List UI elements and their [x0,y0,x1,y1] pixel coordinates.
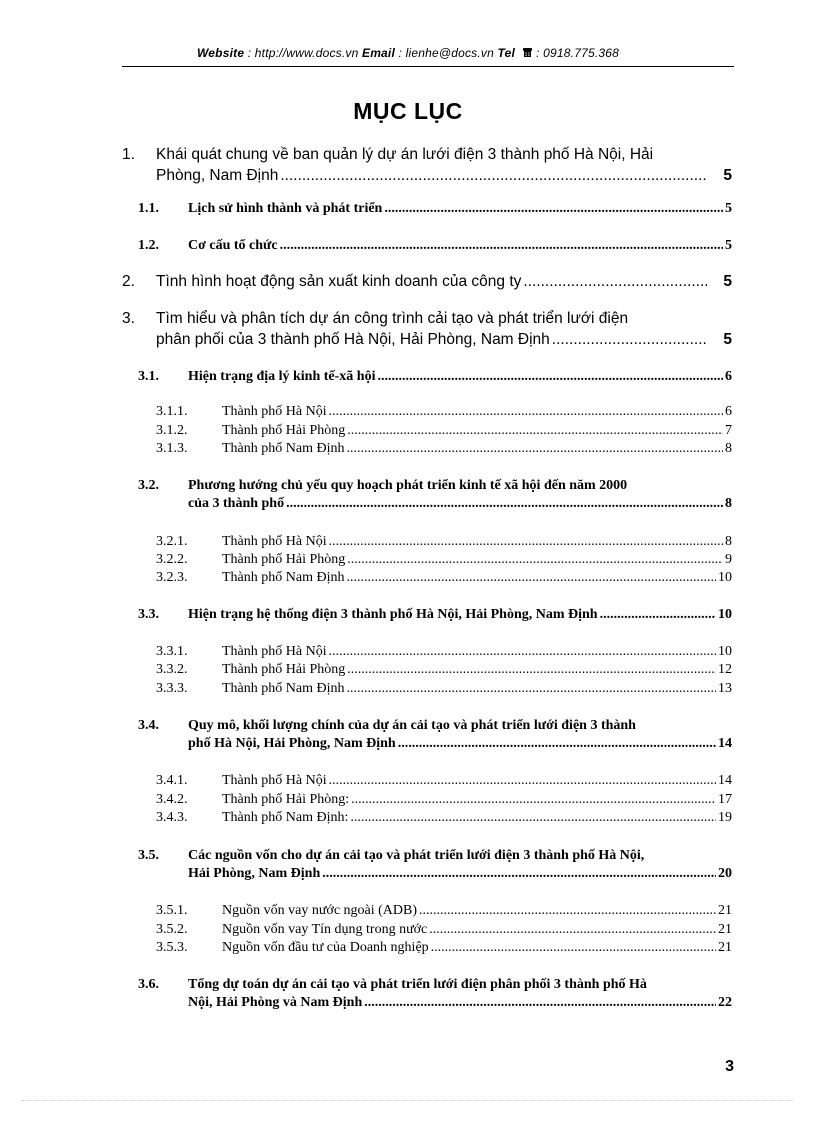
toc-number: 3.4. [138,718,159,733]
toc-number: 3.1.1. [156,404,188,419]
toc-text: Lịch sử hình thành và phát triển [188,201,383,216]
toc-page: 13 [718,681,732,696]
toc-text: Hiện trạng hệ thống điện 3 thành phố Hà Nội, Hải Phòng, Nam Định [188,607,598,622]
page-header [0,46,816,61]
toc-page: 21 [718,922,732,937]
toc-text: Tình hình hoạt động sản xuất kinh doanh của công ty [156,273,522,290]
toc-text: Thành phố Nam Định [222,681,345,696]
page-title: MỤC LỤC [353,98,463,124]
toc-page: 5 [725,238,732,253]
toc-page: 20 [718,866,732,881]
toc-text: Thành phố Nam Định [222,570,345,585]
tel-value: : 0918.775.368 [532,46,619,60]
toc-number: 1.2. [138,238,159,253]
toc-page: 21 [718,903,732,918]
toc-text: Hiện trạng địa lý kinh tế-xã hội [188,369,376,384]
website-label: Website [197,46,245,60]
toc-page: 7 [725,423,732,438]
toc-number: 1.1. [138,201,159,216]
toc-page: 5 [723,331,732,348]
tel-label: Tel [497,46,516,60]
toc-number: 3.3.3. [156,681,188,696]
email-label: Email [361,46,395,60]
toc-number: 3.5.3. [156,940,188,955]
toc-text: Phòng, Nam Định [156,167,279,184]
toc-number: 3.3.2. [156,662,188,677]
toc-page: 9 [725,552,732,567]
toc-text: Hải Phòng, Nam Định [188,866,321,881]
toc-text: Nội, Hải Phòng và Nam Định [188,995,363,1010]
toc-text: Các nguồn vốn cho dự án cải tạo và phát triển lưới điện 3 thành phố Hà Nội, [188,848,645,863]
phone-icon [522,47,533,61]
toc-number: 3.5.1. [156,903,188,918]
toc-text: Thành phố Hà Nội [222,773,327,788]
toc-page: 10 [718,570,732,585]
toc-text: Thành phố Nam Định: [222,810,349,825]
toc-number: 3.2.2. [156,552,188,567]
toc-text: Cơ cấu tổ chức [188,238,278,253]
footer-divider [22,1100,794,1101]
toc-text: Tổng dự toán dự án cải tạo và phát triển lưới điện phân phối 3 thành phố Hà [188,977,647,992]
toc-number: 3.3. [138,607,159,622]
toc-number: 3.4.3. [156,810,188,825]
toc-number: 3.5.2. [156,922,188,937]
toc-text: Thành phố Hà Nội [222,404,327,419]
toc-number: 3.1.3. [156,441,188,456]
toc-page: 6 [725,404,732,419]
toc-page: 8 [725,496,732,511]
toc-text: Thành phố Hà Nội [222,534,327,549]
toc-number: 3.6. [138,977,159,992]
email-value[interactable]: : lienhe@docs.vn [395,46,498,60]
toc-number: 3.4.2. [156,792,188,807]
toc-text: Tìm hiểu và phân tích dự án công trình cải tạo và phát triển lưới điện [156,310,629,327]
toc-text: phố Hà Nội, Hải Phòng, Nam Định [188,736,396,751]
toc-text: Phương hướng chủ yếu quy hoạch phát triển kinh tế xã hội đến năm 2000 [188,478,628,493]
toc-page: 8 [725,441,732,456]
toc-text: Thành phố Nam Định [222,441,345,456]
toc-text: Thành phố Hải Phòng: [222,792,350,807]
toc-text: Thành phố Hải Phòng [222,423,346,438]
toc-text: Thành phố Hải Phòng [222,662,346,677]
toc-page: 10 [718,607,732,622]
toc-page: 19 [718,810,732,825]
toc-page: 22 [718,995,732,1010]
toc-text: Nguồn vốn đầu tư của Doanh nghiệp [222,940,429,955]
toc-page: 17 [718,792,732,807]
toc-text: Thành phố Hải Phòng [222,552,346,567]
toc-page: 14 [718,736,732,751]
toc-number: 3.2.3. [156,570,188,585]
header-divider [122,66,734,67]
toc-page: 5 [723,273,732,290]
toc-page: 6 [725,369,732,384]
toc-text: của 3 thành phố [188,496,285,511]
toc-number: 3.5. [138,848,159,863]
toc-text: Quy mô, khối lượng chính của dự án cải tạo và phát triển lưới điện 3 thành [188,718,636,733]
website-value[interactable]: : http://www.docs.vn [244,46,362,60]
toc-number: 3.1. [138,369,159,384]
toc-page: 10 [718,644,732,659]
toc-page: 5 [725,201,732,216]
toc-text: phân phối của 3 thành phố Hà Nội, Hải Phòng, Nam Định [156,331,550,348]
toc-text: Nguồn vốn vay Tín dụng trong nước [222,922,428,937]
toc-number: 3.1.2. [156,423,188,438]
toc-number: 3.2.1. [156,534,188,549]
toc-number: 3.3.1. [156,644,188,659]
toc-page: 5 [723,167,732,184]
toc-number: 3.4.1. [156,773,188,788]
toc-page: 14 [718,773,732,788]
toc-number: 2. [122,273,135,290]
toc-text: Khái quát chung về ban quản lý dự án lưới điện 3 thành phố Hà Nội, Hải [156,146,654,163]
toc-number: 1. [122,146,135,163]
toc-text: Nguồn vốn vay nước ngoài (ADB) [222,903,418,918]
toc-page: 12 [718,662,732,677]
toc-number: 3.2. [138,478,159,493]
toc-number: 3. [122,310,135,327]
toc-page: 8 [725,534,732,549]
toc-page: 21 [718,940,732,955]
page-number: 3 [725,1058,734,1075]
toc-text: Thành phố Hà Nội [222,644,327,659]
